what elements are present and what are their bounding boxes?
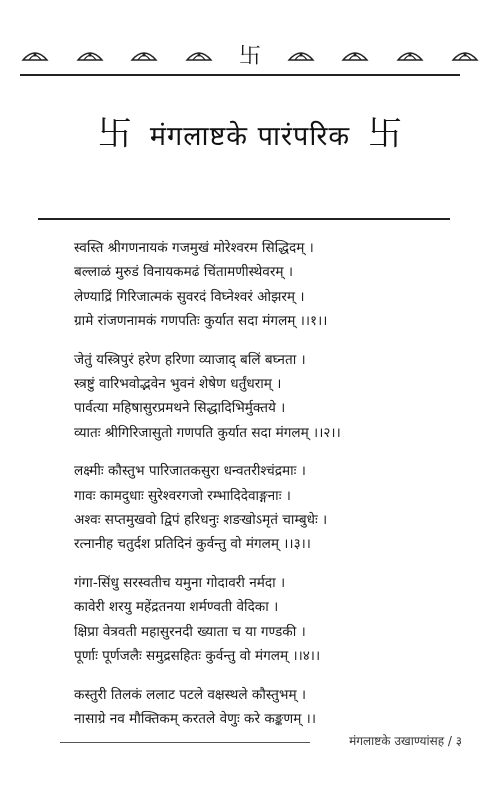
stanza-5 (74, 683, 474, 732)
verse-line: लक्ष्मीः कौस्तुभ पारिजातकसुरा धन्वतरीश्चंद्रमाः । (74, 463, 306, 480)
verse-line: गंगा-सिंधु सरस्वतीच यमुना गोदावरी नर्मदा । (74, 574, 286, 591)
verse-line: पूर्णाः पूर्णजलैः समुद्रसहितः कुर्वन्तु वो मंगलम् ।।४।। (74, 648, 321, 665)
footer-divider (60, 742, 310, 743)
verse-line: रत्नानीह चतुर्दश प्रतिदिनं कुर्वन्तु वो मंगलम् ।।३।। (74, 536, 311, 553)
verse-line: ग्रामे रांजणनामकं गणपतिः कुर्यात सदा मंगलम् ।।१।। (74, 313, 328, 330)
verse-line: नासाग्रे नव मौक्तिकम् करतले वेणुः करे कङ्कणम् ।। (74, 710, 316, 727)
lotus-ornament-icon (450, 42, 480, 66)
verse-line: पार्वत्या महिषासुरप्रमथने सिद्धादिभिर्मुक्तये । (74, 400, 286, 417)
swastika-ornament-icon: 卐 (238, 43, 261, 69)
stanza-1 (74, 236, 474, 334)
lotus-ornament-icon (395, 42, 425, 66)
lotus-ornament-icon (184, 42, 214, 66)
verse-line: बल्लाळं मुरुडं विनायकमढं चिंतामणीस्थेवरम् । (74, 264, 294, 281)
page-footer: मंगलाष्टके उखाण्यांसह / ३ (349, 734, 462, 748)
stanza-2 (74, 348, 474, 446)
lotus-ornament-icon (129, 42, 159, 66)
swastika-icon: 卐 (97, 114, 132, 154)
ornament-border (20, 40, 480, 68)
verse-line: व्यातः श्रीगिरिजासुतो गणपति कुर्यात सदा मंगलम् ।।२।। (74, 424, 341, 441)
verse-line: लेण्याद्रिं गिरिजात्मकं सुवरदं विघ्नेश्वरं ओझरम् । (74, 288, 305, 305)
verse-line: कावेरी शरयु महेंद्रतनया शर्मण्वती वेदिका । (74, 599, 279, 616)
verse-line: स्वस्ति श्रीगणनायकं गजमुखं मोरेश्वरम सिद्धिदम् । (74, 240, 314, 256)
verse-line: कस्तुरी तिलकं ललाट पटले वक्षस्थले कौस्तुभम् । (74, 686, 307, 703)
page-title: मंगलाष्टके पारंपरिक (149, 120, 351, 152)
verse-line: जेतुं यस्त्रिपुरं हरेण हरिणा व्याजाद् बलिं बघ्नता । (74, 351, 306, 368)
lotus-ornament-icon (20, 42, 50, 66)
stanza-4 (74, 571, 474, 669)
lotus-ornament-icon (286, 42, 316, 66)
lotus-ornament-icon (340, 42, 370, 66)
verse-line: अश्वः सप्तमुखवो द्विपं हरिधनुः शङखोऽमृतं चाम्बुधेः । (74, 512, 328, 529)
page-title-block (0, 112, 500, 156)
verse-line: स्त्रष्टुं वारिभवोद्भवेन भुवनं शेषेण धर्तुंधराम् । (74, 376, 282, 393)
section-divider (38, 218, 450, 220)
stanza-3 (74, 459, 474, 557)
ornament-underline (20, 74, 460, 76)
verse-line: गावः कामदुधाः सुरेश्वरगजो रम्भादिदेवाङ्गनाः । (74, 487, 291, 504)
lotus-ornament-icon (75, 42, 105, 66)
verse-block (74, 236, 474, 745)
verse-line: क्षिप्रा वेत्रवती महासुरनदी ख्याता च या गण्डकी । (74, 623, 306, 640)
swastika-icon: 卐 (368, 114, 403, 154)
